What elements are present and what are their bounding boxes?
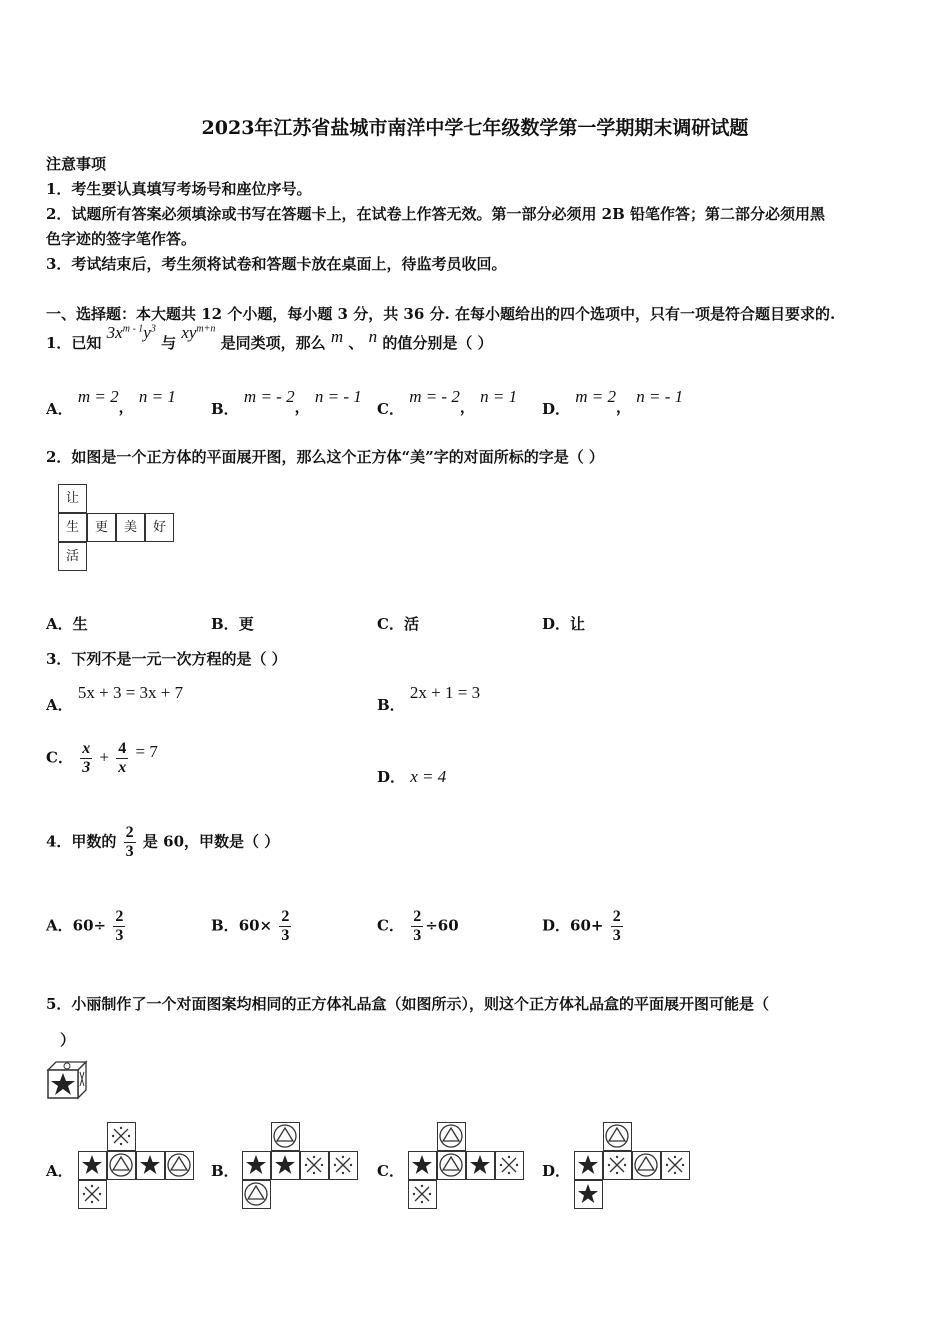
circle-triangle-icon — [271, 1122, 300, 1151]
x-pattern-icon — [661, 1151, 690, 1180]
circle-triangle-icon — [107, 1151, 136, 1180]
circle-triangle-icon — [437, 1151, 466, 1180]
question-2: 2．如图是一个正方体的平面展开图，那么这个正方体“美”字的对面所标的字是（ ） — [46, 448, 604, 466]
net-cell: 活 — [58, 542, 87, 571]
q1-prefix: 1．已知 — [46, 334, 102, 352]
question-5-end: ） — [60, 1031, 76, 1049]
gift-box-cube-illustration — [46, 1060, 88, 1100]
q1-var-n: n — [368, 327, 378, 346]
net-cell: 生 — [58, 513, 87, 542]
question-1 — [46, 323, 493, 353]
question-5: 5．小丽制作了一个对面图案均相同的正方体礼品盒（如图所示），则这个正方体礼品盒的平面展开图可能是（ — [46, 995, 769, 1013]
x-pattern-icon — [603, 1151, 632, 1180]
q1-and: 与 — [161, 334, 177, 352]
circle-triangle-icon — [437, 1122, 466, 1151]
star-icon — [574, 1151, 603, 1180]
note-item: 2．试题所有答案必须填涂或书写在答题卡上，在试卷上作答无效。第一部分必须用 2B 铅笔作答；第二部分必须用黑 — [46, 205, 826, 223]
q1-text-end: 的值分别是（ ） — [382, 334, 493, 352]
star-icon — [466, 1151, 495, 1180]
star-icon — [78, 1151, 107, 1180]
q1-sep: 、 — [348, 334, 364, 352]
q5-option-c-label[interactable]: C． — [377, 1162, 404, 1180]
q1-option-c[interactable]: C． m = - 2， n = 1 — [377, 387, 518, 418]
q3-option-b[interactable]: B． 2x + 1 = 3 — [377, 683, 481, 714]
q4-option-d[interactable]: D．60+ $\frac{2}{3}$ — [542, 908, 621, 944]
note-item: 1．考生要认真填写考场号和座位序号。 — [46, 180, 312, 198]
x-pattern-icon — [300, 1151, 329, 1180]
q3-option-d[interactable]: D． x = 4 — [377, 767, 447, 786]
net-cell: 更 — [87, 513, 116, 542]
star-icon — [408, 1151, 437, 1180]
note-item: 3．考试结束后，考生须将试卷和答题卡放在桌面上，待监考员收回。 — [46, 255, 507, 273]
section-heading: 一、选择题：本大题共 12 个小题，每小题 3 分，共 36 分. 在每小题给出的四个选项中，只有一项是符合题目要求的. — [46, 305, 836, 323]
question-3: 3．下列不是一元一次方程的是（ ） — [46, 650, 287, 668]
q1-option-a[interactable]: A． m = 2， n = 1 — [46, 387, 176, 418]
q1-term2: $xy^{m+n}$ — [181, 323, 216, 342]
q1-text: 是同类项，那么 — [220, 334, 326, 352]
q1-option-b[interactable]: B． m = - 2， n = - 1 — [211, 387, 362, 418]
question-4: 4．甲数的 $\frac{2}{3}$ 是 60，甲数是（ ） — [46, 824, 280, 860]
star-icon — [271, 1151, 300, 1180]
q4-option-c[interactable]: C． $\frac{2}{3}$ ÷60 — [377, 908, 459, 944]
q2-option-b[interactable]: B．更 — [211, 615, 254, 633]
q2-option-d[interactable]: D．让 — [542, 615, 586, 633]
q1-term1: $3x^{m - 1}y^3$ — [106, 323, 156, 342]
star-icon — [242, 1151, 271, 1180]
x-pattern-icon — [408, 1180, 437, 1209]
q2-option-a[interactable]: A．生 — [46, 615, 88, 633]
q5-option-a-label[interactable]: A． — [46, 1162, 73, 1180]
circle-triangle-icon — [603, 1122, 632, 1151]
q3-option-c[interactable]: C． $\frac{x}{3}$ + $\frac{4}{x}$ = 7 — [46, 740, 158, 776]
net-cell: 让 — [58, 484, 87, 513]
circle-triangle-icon — [165, 1151, 194, 1180]
net-cell: 好 — [145, 513, 174, 542]
circle-triangle-icon — [242, 1180, 271, 1209]
q4-option-b[interactable]: B．60× $\frac{2}{3}$ — [211, 908, 290, 944]
page-title: 2023年江苏省盐城市南洋中学七年级数学第一学期期末调研试题 — [201, 117, 749, 139]
star-icon — [574, 1180, 603, 1209]
star-icon — [136, 1151, 165, 1180]
x-pattern-icon — [107, 1122, 136, 1151]
net-cell: 美 — [116, 513, 145, 542]
q3-option-a[interactable]: A． 5x + 3 = 3x + 7 — [46, 683, 184, 714]
q2-option-c[interactable]: C．活 — [377, 615, 419, 633]
x-pattern-icon — [78, 1180, 107, 1209]
q1-var-m: m — [330, 327, 344, 346]
q5-option-b-label[interactable]: B． — [211, 1162, 239, 1180]
q4-option-a[interactable]: A．60÷ $\frac{2}{3}$ — [46, 908, 124, 944]
x-pattern-icon — [329, 1151, 358, 1180]
x-pattern-icon — [495, 1151, 524, 1180]
notes-heading: 注意事项 — [46, 155, 107, 173]
q1-option-d[interactable]: D． m = 2， n = - 1 — [542, 387, 684, 418]
q5-option-d-label[interactable]: D． — [542, 1162, 571, 1180]
note-item: 色字迹的签字笔作答。 — [46, 230, 197, 248]
circle-triangle-icon — [632, 1151, 661, 1180]
